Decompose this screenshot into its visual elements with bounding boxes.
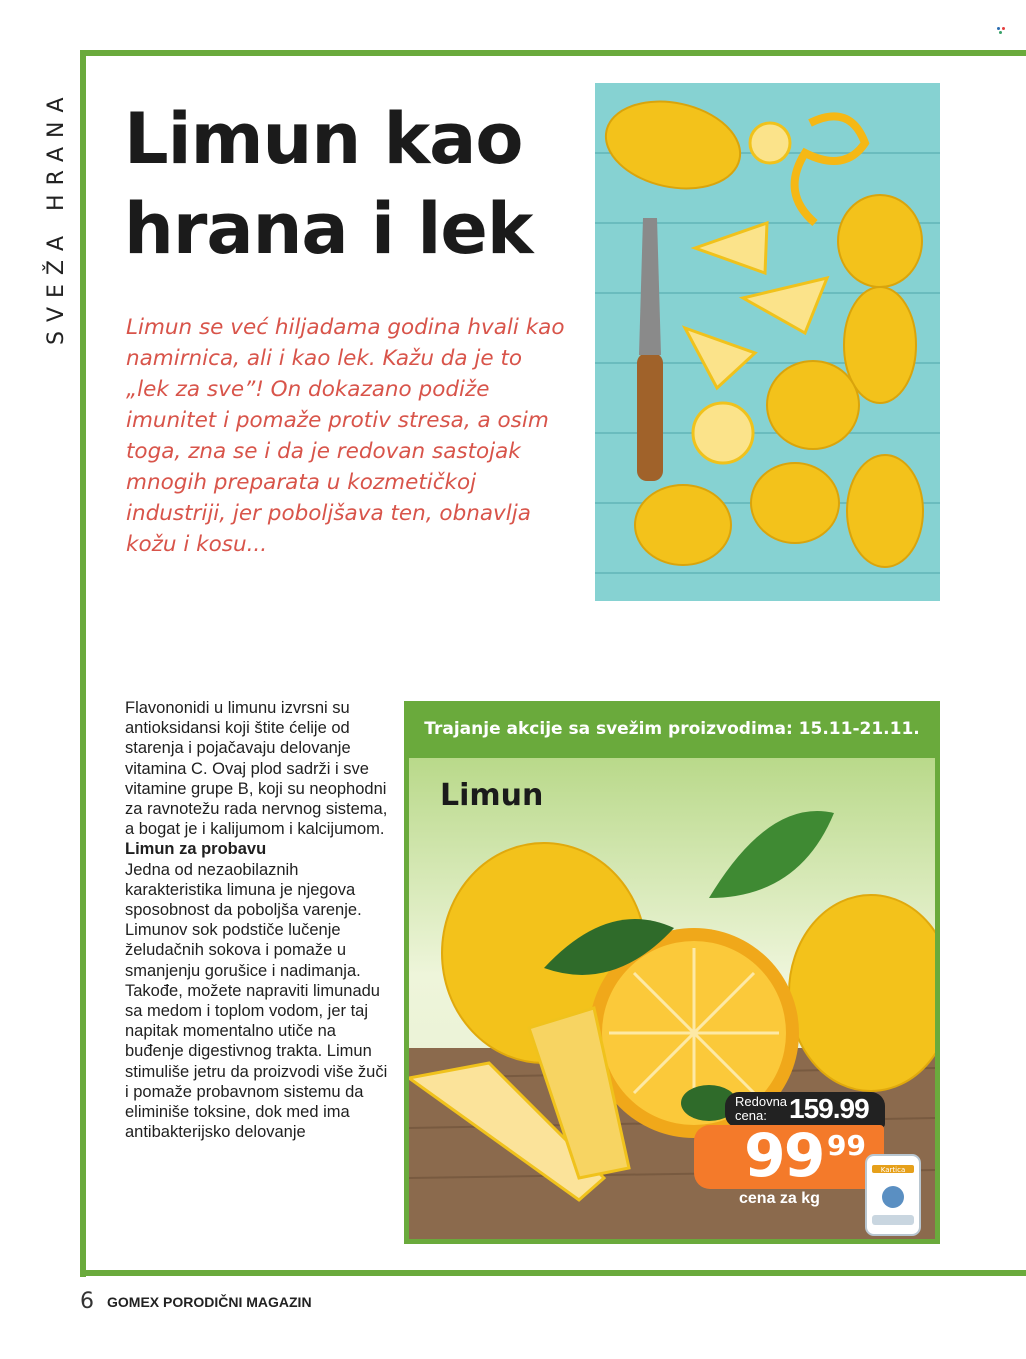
price-unit: cena za kg [739,1190,820,1207]
loyalty-card-icon [864,1153,922,1237]
frame-left-border [80,50,86,1277]
sale-price-decimal: 99 [827,1129,866,1162]
intro-text: Limun se već hiljadama godina hvali kao namirnica, ali i kao lek. Kažu da je to „lek za sve”! On dokazano podiže imunitet i pomaže protiv stresa, a osim toga, zna se i da je redovan sastojak mnogih preparata u kozmetičkoj industriji, jer poboljšava ten, obnavlja kožu i kosu... [126,315,565,557]
body-subheading: Limun za probavu [125,840,267,859]
promo-box [404,701,940,1244]
section-label: SVEŽA HRANA [44,88,69,345]
page-number: 6 [80,1289,94,1314]
regular-price-label: Redovna cena: [735,1094,788,1123]
title-line-2: hrana i lek [124,188,533,270]
frame-top-border [80,50,1026,56]
promo-header: Trajanje akcije sa svežim proizvodima: 15.11-21.11. [424,719,920,739]
article-body [125,698,395,1142]
title-line-1: Limun kao [124,98,523,180]
sale-price-integer: 99 [744,1121,824,1191]
corner-dots-icon [997,27,1009,35]
magazine-name: GOMEX PORODIČNI MAGAZIN [107,1294,312,1310]
regular-price: 159.99 [789,1093,869,1124]
frame-bottom-border [80,1270,1026,1276]
page-title [124,94,594,274]
body-paragraph-1: Flavononidi u limunu izvrsni su antioksidansi koji štite ćelije od starenja i pojačavaju delovanje vitamina C. Ovaj plod sadrži i sve vitamine grupe B, koji su neophodni za ravnotežu rada nervnog sistema, a bogat je i kalijumom i kalcijumom. [125,699,388,839]
body-paragraph-2: Jedna od nezaobilaznih karakteristika limuna je njegova sposobnost da poboljša varenje. Limunov sok podstiče lučenje želudačnih sokova i pomaže u smanjenju gorušice i nadimanja. Takođe, možete napraviti limunadu sa medom i toplom vodom, jer taj napitak momentalno utiče na buđenje digestivnog trakta. Limun stimuliše jetru da proizvodi više žuči i pomaže probavnom sistemu da eliminiše toksine, dok med ima antibakterijsko delovanje [125,860,388,1142]
lemons-on-table-photo [595,83,940,601]
sale-price-badge [694,1121,884,1191]
promo-panel [409,758,935,1239]
card-label: Kartica [880,1166,906,1174]
product-name: Limun [440,778,544,813]
